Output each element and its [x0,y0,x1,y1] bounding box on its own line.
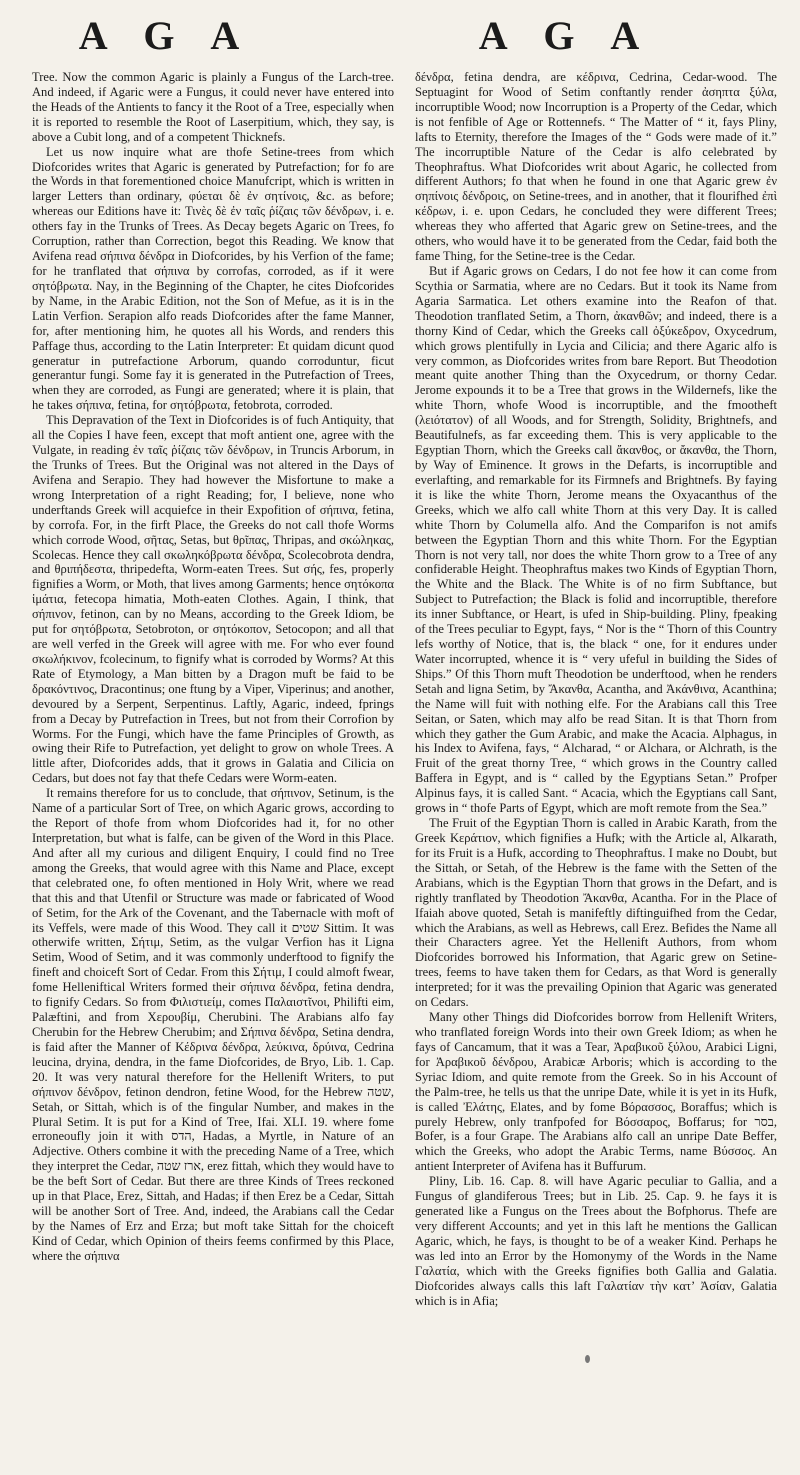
paragraph: Tree. Now the common Agaric is plainly a Fungus of the Larch-tree. And indeed, if Agaric were a Fungus, it could never have entered into the Heads of the Antients to fancy it the Root of a Tree, especially when it is reported to resemble the Root of Laserpitium, which, they say, is above a Cubit long, and of a competent Thicknefs. [32,70,394,144]
page-header [0,0,800,62]
paragraph: Let us now inquire what are thofe Setine-trees from which Diofcorides writes that Agaric is generated by Putrefaction; for fo are the Words in that forementioned choice Manufcript, which is written in larger Letters than ordinary, φύεται δὲ ἐν σητίνοις, &c. as before; whereas our Editions have it: Τινὲς δὲ ἐν ταῖς ῥίζαις τῶν δένδρων, i. e. others fay in the Trunks of Trees. As Decay begets Agaric on Trees, fo Corruption, rather than Correction, begot this Reading. We know that Avifena read σήπινα δένδρα in Diofcorides, by his Verfion of the fame; for he tranflated that σήπινα by corrofas, corroded, as if it were σητόβρωτα. Nay, in the Beginning of the Chapter, he cites Diofcorides by Name, in the Arabic Edition, not the Son of Mefue, as it is in the Latin Verfion. Serapion alfo reads Diofcorides after the fame Manner, for, after mentioning him, he quotes all his Words, and renders this Paffage thus, according to the Latin Interpreter: Et quidam dicunt quod generatur in putrefactione Arborum, quando corroduntur, ficut generantur fungi. Some fay it is generated in the Putrefaction of Trees, when they are corroded, as Fungi are generated; where it is plain, that he takes σήπινα, fetina, for σητόβρωτα, fetobrota, corroded. [32,144,394,413]
paragraph: But if Agaric grows on Cedars, I do not fee how it can come from Scythia or Sarmatia, where are no Cedars. But it took its Name from Agaria Sarmatica. Let others examine into the Reafon of that. Theodotion tranflated Setim, a Thorn, ἀκανθῶν; and indeed, there is a thorny Kind of Cedar, which the Greeks call ὀξύκεδρον, Oxycedrum, which grows plentifully in Lycia and Cilicia; and there Agaric alfo is very common, as Diofcorides writes from bare Report. But Theodotion meant quite another Thing than the Oxycedrum, or thorny Cedar. Jerome expounds it to be a Tree that grows in the Wildernefs, like the white Thorn, whofe Wood is incorruptible, and the fmootheft (λειότατον) of all Woods, and for Strength, Solidity, Brightnefs, and Beautifulnefs, as far exceeding them. This is very applicable to the Egyptian Thorn, which the Greeks call ἄκανθος, or ἄκανθα, the Thorn, by Way of Eminence. It grows in the Defarts, is incorruptible and everlafting, and remarkable for its Firmnefs and Brightnefs. By faying it is like the white Thorn, Jerome means the Oxyacanthus of the Greeks, which we alfo call white Thorn at this very Day. It is called white Thorn by Columella alfo. And the Comparifon is not amifs between the Egyptian Thorn and this white Thorn. For the Egyptian Thorn is not very tall, nor does the white Thorn grow to a Tree of any confiderable Height. Theophraftus makes two Kinds of Egyptian Thorn, the White and the Black. The White is of no firm Subftance, but Subject to Putrefaction; the Black is folid and incorruptible, therefore its inner Subftance, or Heart, is ufed in Ship-building. Pliny, fpeaking of the Trees peculiar to Egypt, fays, “ Nor is the “ Thorn of this Country lefs worthy of Notice, that is, the black “ one, for it endures under Water incorrupted, whence it is “ very ufeful in building the Sides of Ships.” Of this Thorn muft Theodotion be underftood, when he renders Setah and ligna Setim, by Ἄκανθα, Acantha, and Ἀκάνθινα, Acanthina; the Name will fuit with nothing elfe. For the Arabians call this Tree Seitan, or Saten, which may alfo be read Sitan. It is that Thorn from which they gather the Gum Arabic, and make the Acacia. Alphagus, in his Index to Avifena, fays, “ Alcharad, “ or Alchara, or Alchrath, is the Fruit of the great thorny Tree, “ which grows in the Country called Baffera in Egypt, and is “ called by the Egyptians Setan.” Profper Alpinus fays, it is called Sant. “ Acacia, which the Egyptians call Sant, grows in “ thofe Parts of Egypt, which are moft remote from the Sea.” [415,263,777,816]
text-columns [32,70,777,1465]
running-head-left: A G A [78,13,254,58]
paragraph: δένδρα, fetina dendra, are κέδρινα, Cedrina, Cedar-wood. The Septuagint for Wood of Setim conftantly render ἀσηπτα ξύλα, incorruptible Wood; now Incorruption is a Property of the Cedar, which is not fenfible of Age or Rottennefs. “ The Matter of “ it, fays Pliny, lafts to Eternity, therefore the Images of the “ Gods were made of it.” The incorruptible Nature of the Cedar is alfo celebrated by Theophraftus. What Diofcorides writ about Agaric, he collected from different Authors; fo that when he found in one that Agaric grew ἐν σηπίνοις δένδροις, on Setine-trees, and in another, that it flourifhed ἐπὶ κέδρων, i. e. upon Cedars, he concluded they were different Trees; whereas they who afferted that Agaric grew on Setine-trees, and the others, who would have it to be generated from the Cedar, faid both the fame Thing, for the Setine-tree is the Cedar. [415,70,777,264]
ink-mark [585,1355,590,1363]
paragraph: The Fruit of the Egyptian Thorn is called in Arabic Karath, from the Greek Κεράτιον, which fignifies a Hufk; with the Article al, Alkarath, for its Fruit is a Hufk, according to Theophraftus. I make no Doubt, but the Sittah, or Setah, of the Hebrew is the fame with the Setten of the Arabians, which is the Egyptian Thorn that grows in the Defart, and is rightly tranflated by Theodotion Ἄκανθα, Acantha. For in the Place of Ifaiah above quoted, Setah is manifeftly diftinguifhed from the Cedar, which the Arabians, as well as Hebrews, call Erez. Befides the Name all their Characters agree. Yet the Hellenift Authors, from whom Diofcorides borrowed his Information, that Agaric grew on Setine-trees, feems to have taken them for Cedars, as that Word is generally interpreted; for it was the prevailing Opinion that Agaric was generated on Cedars. [415,816,777,1010]
paragraph: It remains therefore for us to conclude, that σήπινον, Setinum, is the Name of a particular Sort of Tree, on which Agaric grows, according to the Report of thofe from whom Diofcorides had it, for no other Interpretation, but what is falfe, can be given of the Word in this Place. And after all my curious and diligent Enquiry, I could find no Tree among the Greeks, that would agree with this Name and Place, except that celebrated one, fo often mentioned in Holy Writ, where we read that this and that Utenfil or Structure was made or fabricated of Wood of Setim, for the Ark of the Covenant, and the Tabernacle with moft of its Veffels, were made of this Wood. They call it שטים Sittim. It was otherwife written, Σήτιμ, Setim, as the vulgar Verfion has it Ligna Setim, Wood of Setim, and it was commonly underftood to fignify the fineft and choiceft Sort of Cedar. From this Σήτιμ, I could almoft fwear, fome Helleniftical Writers formed their σήπινα δένδρα, fetina dendra, to fignify Cedars. So from Φιλιστιείμ, comes Παλαιστῖνοι, Philifti eim, Palæftini, and from Χερουβίμ, Cherubini. The Arabians alfo fay Cherubin for the Hebrew Cherubim; and Σήπινα δένδρα, Setina dendra, is faid after the Manner of Κέδρινα δένδρα, λεύκινα, δρύινα, Cedrina leucina, dryina, dendra, in the fame Diofcorides, de Bryo, Lib. 1. Cap. 20. It was very natural therefore for the Hellenift Writers, to put σήπινον δένδρον, fetinon dendron, fetine Wood, for the Hebrew שטה, Setah, or Sittah, which is of the fingular Number, and makes in the Plural Setim. It is put for a Kind of Tree, Ifai. XLI. 19. where fome erroneoufly join it with הדס, Hadas, a Myrtle, in Nature of an Adjective. Others combine it with the preceding Name of a Tree, which they interpret the Cedar, ארז שטה, erez fittah, which they would have to be the beft Sort of Cedar. But there are three Kinds of Trees reckoned up in that Place, Erez, Sittah, and Hadas; if then Erez be a Cedar, Sittah will be another Sort of Tree. And, indeed, the Arabians call the Cedar by the Names of Erz and Erza; but moft take Sittah for the choiceft Kind of Cedar, which Opinion of theirs feems confirmed by this Place, where the σήπινα [32,786,394,1263]
paragraph: Many other Things did Diofcorides borrow from Hellenift Writers, who tranflated foreign Words into their own Greek Idiom; as when he fays of Cancamum, that it was a Tear, Ἀραβικοῦ ξύλου, Arabici Ligni, for Ἀραβικοῦ δένδρου, Arabicæ Arboris; which is according to the Syriac Idiom, and quite remote from the Greek. So in his Account of the Palm-tree, he tells us that the unripe Date, while it is yet in its Hufk, is called Ἐλάτης, Elates, and by fome Βόρασσος, Boraffus; which is purely Hebrew, only tranfpofed for Βόσσαρος, Boffarus; for בסר, Bofer, is a four Grape. The Arabians alfo call an unripe Date Beffer, which the Greeks, who adopt the Arabic Terms, name Βύσσος. An antient Interpreter of Avifena has it Buffurum. [415,1010,777,1174]
running-head-right: A G A [478,13,654,58]
paragraph: Pliny, Lib. 16. Cap. 8. will have Agaric peculiar to Gallia, and a Fungus of glandiferous Trees; but in Lib. 25. Cap. 9. he fays it is generated like a Fungus on the Trees about the Bofphorus. Thefe are very different Accounts; and yet in this laft he mentions the Gallican Agaric, which, he fays, is thought to be of a weaker Kind. Perhaps he was led into an Error by the Homonymy of the Words in the Name Γαλατία, which with the Greeks fignifies both Gallia and Galatia. Diofcorides always calls this laft Γαλατίαν τὴν κατ’ Ἀσίαν, Galatia which is in Afia; [415,1174,777,1308]
left-column [32,70,394,1465]
paragraph: This Depravation of the Text in Diofcorides is of fuch Antiquity, that all the Copies I have feen, except that moft antient one, agree with the Vulgate, in reading ἐν ταῖς ῥίζαις τῶν δένδρων, in Truncis Arborum, in the Trunks of Trees. But the Original was not altered in the Days of Avifena and Serapio. They had however the Misfortune to make a wrong Interpretation of a right Reading; for, I believe, none who underftands Greek will acquiefce in their Expofition of σήπινα, fetina, by corrofa. For, in the firft Place, the Greeks do not call thofe Worms which corrode Wood, σῆτας, Setas, but θρῖπας, Thripas, and σκώληκας, Scolecas. Hence they call σκωληκόβρωτα δένδρα, Scolecobrota dendra, and θριπήδεστα, thripedefta, Worm-eaten Trees. Sut σής, fes, properly fignifies a Worm, or Moth, that lives among Garments; hence σητόκοπα ἱμάτια, fetecopa himatia, Moth-eaten Clothes. Again, I think, that σήπινον, fetinon, can by no Means, according to the Greek Idiom, be put for σητόβρωτα, Setobroton, or σητόκοπον, Setocopon; and all that are well verfed in the Greek will agree with me. For who ever found σκωλήκινον, fcolecinum, to fignify what is corroded by Worms? At this Rate of Etymology, a Man bitten by a Dragon muft be faid to be δρακόντινος, Dracontinus; one ftung by a Viper, Viperinus; and another, devoured by a Serpent, Serpentinus. Laftly, Agaric, indeed, fprings from a Decay by Putrefaction in Trees, but not from their Corrofion by Worms. For the Fungi, which have the fame Principles of Growth, as owing their Rife to Putrefaction, yet delight to grow on whole Trees. A little after, Diofcorides adds, that it grows in Galatia and Cilicia on Cedars, but does not fay that thefe Cedars were Worm-eaten. [32,413,394,786]
right-column [415,70,777,1465]
